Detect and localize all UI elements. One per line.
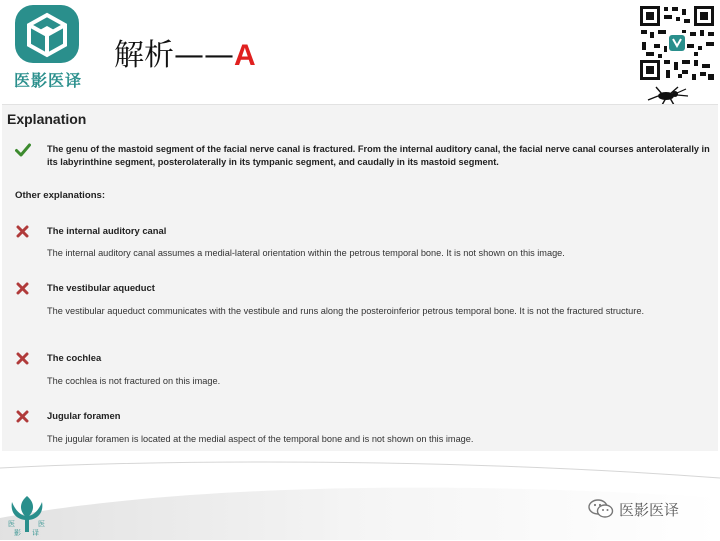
qr-code-icon xyxy=(638,4,716,82)
cross-icon xyxy=(16,410,29,423)
footer-logo xyxy=(6,492,48,536)
cross-icon xyxy=(16,352,29,365)
cross-icon xyxy=(16,282,29,295)
option-explanation: The jugular foramen is located at the medial aspect of the temporal bone and is not shown on this image. xyxy=(47,434,474,444)
option-explanation: The cochlea is not fractured on this image. xyxy=(47,376,221,386)
caduceus-logo-icon xyxy=(6,492,48,536)
brand-logo xyxy=(8,4,84,92)
footer-swoosh xyxy=(0,448,720,540)
title-text: 解析—— xyxy=(114,38,234,73)
check-icon xyxy=(15,143,31,157)
ant-icon xyxy=(644,84,690,106)
slide-title xyxy=(114,30,256,74)
cross-icon xyxy=(16,225,29,238)
correct-explanation: The genu of the mastoid segment of the facial nerve canal is fractured. From the internal auditory canal, the facial nerve canal courses anterolaterally in its labyrinthine segment, posterolaterally in its tympanic segment, and caudally in its mastoid segment. xyxy=(47,144,710,167)
option-title: The cochlea xyxy=(47,352,102,363)
other-explanations-heading: Other explanations: xyxy=(15,190,106,201)
logo-char: 医 xyxy=(38,520,45,528)
logo-text: 医影医译 xyxy=(13,71,82,90)
explanation-heading: Explanation xyxy=(7,111,87,127)
wechat-account xyxy=(588,498,679,520)
logo-char: 译 xyxy=(32,529,39,536)
answer-letter: A xyxy=(234,39,256,72)
logo-char: 影 xyxy=(14,529,21,536)
logo-char: 医 xyxy=(8,520,15,528)
explanation-panel xyxy=(2,104,718,451)
option-explanation: The vestibular aqueduct communicates with the vestibule and runs along the posteroinferior petrous temporal bone. It is not the fractured structure. xyxy=(47,306,645,316)
option-title: The internal auditory canal xyxy=(47,225,167,236)
option-explanation: The internal auditory canal assumes a medial-lateral orientation within the petrous temporal bone. It is not shown on this image. xyxy=(47,248,565,258)
wechat-account-name: 医影医译 xyxy=(619,500,680,519)
wechat-icon xyxy=(588,499,614,519)
option-title: The vestibular aqueduct xyxy=(47,282,155,293)
option-title: Jugular foramen xyxy=(47,410,121,421)
cube-logo-icon xyxy=(14,4,80,66)
